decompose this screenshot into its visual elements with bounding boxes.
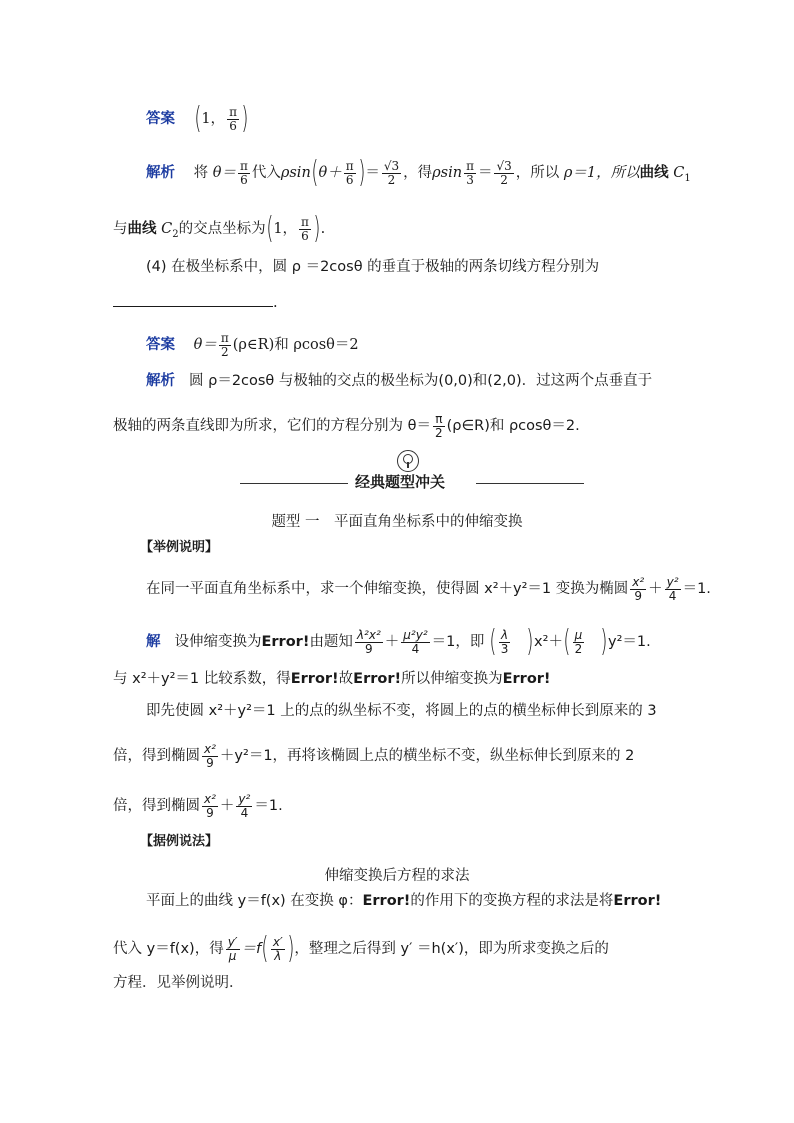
answer-blank bbox=[113, 292, 273, 307]
analysis-label: 解析 bbox=[146, 165, 175, 181]
pi-over-6: $\frac{\pi}{6}$ bbox=[229, 104, 237, 133]
solution-line-2: 与 x²＋y²＝1 比较系数，得Error!故Error!所以伸缩变换为Error! bbox=[113, 671, 551, 687]
answer-line-1 bbox=[146, 101, 249, 136]
divider-right bbox=[476, 483, 584, 484]
method-line-2: 代入 y＝f(x)，得 $\frac{y'}{\mu}$ ＝f( $\frac{x'}{\lambda}$ )，整理之后得到 y′ ＝h(x′)，即为所求变换之后的 bbox=[113, 931, 609, 966]
question-4-blank: . bbox=[113, 292, 278, 311]
analysis-2-line-1: 解析 圆 ρ＝2cosθ 与极轴的交点的极坐标为(0,0)和(2,0)．过这两个点垂直于 bbox=[146, 373, 653, 389]
analysis-line-2: 与曲线 $C_2$的交点坐标为(1， $\frac{\pi}{6}$ ). bbox=[113, 211, 326, 246]
question-4: (4) 在极坐标系中，圆 ρ ＝2cosθ 的垂直于极轴的两条切线方程分别为 bbox=[146, 259, 600, 275]
method-title: 伸缩变换后方程的求法 bbox=[324, 868, 470, 884]
analysis-2-line-2: 极轴的两条直线即为所求，它们的方程分别为 θ＝ $\frac{\pi}{2}$ (ρ∈R)和 ρcosθ＝2. bbox=[113, 412, 580, 440]
analysis-line-1: 解析 将 θ＝ $\frac{\pi}{6}$ 代入ρsin(θ＋ $\frac{\pi}{6}$ )＝ $\frac{√3}{2}$ ，得ρsin $\frac{\pi}{3}$ ＝ $\frac{√3}{2}$ ，所以 ρ＝1，所以曲线 $C_1$ bbox=[146, 155, 691, 190]
answer-label: 答案 bbox=[146, 111, 175, 127]
section-icon bbox=[397, 450, 419, 472]
solution-line-3: 即先使圆 x²＋y²＝1 上的点的纵坐标不变，将圆上的点的横坐标伸长到原来的 3 bbox=[146, 703, 657, 719]
solution-line-4: 倍，得到椭圆 $\frac{\text{x²}}{9}$ ＋y²＝1，再将该椭圆上点的横坐标不变，纵坐标伸长到原来的 2 bbox=[113, 742, 635, 770]
method-line-1: 平面上的曲线 y＝f(x) 在变换 φ：Error!的作用下的变换方程的求法是将Error! bbox=[146, 893, 662, 909]
answer-point: 1， bbox=[201, 111, 226, 127]
solution-line-5: 倍，得到椭圆 $\frac{\text{x²}}{9}$ ＋ $\frac{\text{y²}}{4}$ ＝1. bbox=[113, 792, 283, 820]
section-title: 经典题型冲关 bbox=[355, 473, 446, 491]
solution-line-1: 解 设伸缩变换为Error!由题知 $\frac{\text{λ²x²}}{9}$ ＋ $\frac{\text{μ²y²}}{4}$ ＝1，即 ( $\frac{\lambda}{3}$ )x²＋( $\frac{\mu}{2}$ )y²＝1. bbox=[146, 624, 651, 659]
answer-line-2: 答案 θ＝ $\frac{\pi}{2}$ (ρ∈R)和 ρcosθ＝2 bbox=[146, 331, 359, 359]
method-line-3: 方程．见举例说明． bbox=[113, 975, 244, 991]
method-header: 【据例说法】 bbox=[140, 834, 219, 849]
topic-heading: 题型 一 平面直角坐标系中的伸缩变换 bbox=[271, 514, 523, 530]
example-text: 在同一平面直角坐标系中，求一个伸缩变换，使得圆 x²＋y²＝1 变换为椭圆 $\frac{\text{x²}}{9}$ ＋ $\frac{\text{y²}}{4}$ ＝1. bbox=[146, 575, 711, 603]
right-paren: ) bbox=[241, 101, 249, 136]
example-header: 【举例说明】 bbox=[140, 540, 219, 555]
left-paren: ( bbox=[193, 101, 201, 136]
divider-left bbox=[240, 483, 348, 484]
